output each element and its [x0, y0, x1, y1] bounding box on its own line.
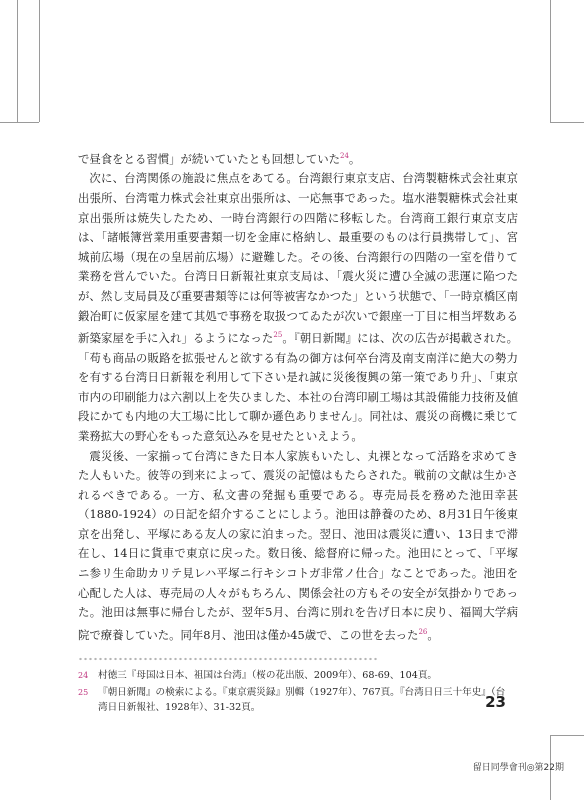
body-text	[78, 147, 518, 645]
journal-title: 留日同學會刊◎第22期	[472, 763, 564, 773]
crop-mark	[0, 122, 39, 123]
crop-mark	[550, 0, 551, 122]
crop-mark	[550, 122, 584, 123]
crop-mark	[39, 0, 40, 122]
crop-mark	[17, 0, 18, 122]
paragraph: で昼食をとる習慣」が続いていたとも回想していた$^{24}$。	[78, 151, 361, 166]
footnote-number: 25	[78, 688, 89, 697]
footnote-ref: 24	[340, 152, 349, 160]
footnote-text-continued: 湾日日新報社、1928年）、31-32頁。	[98, 702, 261, 713]
footnote-ref: 25	[273, 331, 283, 340]
crop-mark	[550, 735, 584, 736]
footnote-text: 『朝日新聞』の検索による。『東京震災録』別輯（1927年）、767頁。『台湾日日三十年史』（台	[98, 687, 506, 698]
footnote	[78, 668, 518, 683]
page-number: 23	[485, 693, 506, 711]
footnote-separator	[78, 656, 378, 662]
footnote-text: 村徳三『母国は日本、祖国は台湾』（桜の花出版、2009年）、68-69、104頁。	[98, 670, 438, 681]
paragraph: 次に、台湾関係の施設に焦点をあてる。台湾銀行東京支店、台湾製糖株式会社東京出張所、台湾電力株式会社東京出張所は、一応無事であった。塩水港製糖株式会社東京出張所は焼失したため、一時台湾銀行の四階に移転した。台湾商工銀行東京支店は、「諸帳簿営業用重要書類一切を金庫に格納し、最重要のものは行員携帯して」、宮城前広場（現在の皇居前広場）に避難した。その後、台湾銀行の四階の一室を借りて業務を営んでいた。台湾日日新報社東京支局は、「震火災に遭ひ全滅の悲運に陥つたが、然し支局員及び重要書類等には何等被害なかつた」という状態で、「一時京橋区南鍛冶町に仮家屋を建て其処で事務を取扱つてゐたが次いで銀座一丁目に相当坪数ある新築家屋を手に入れ」るようになった$^{25}$。『朝日新聞』には、次の広告が掲載された。「苟も商品の販路を拡張せんと欲する有為の御方は何卒台湾及南支南洋に絶大の勢力を有する台湾日日新報を利用して下さい是れ誠に災後復興の第一策であり升」、「東京市内の印刷能力は六割以上を失ひました、本社の台湾印刷工場は其設備能力技術及値段にかても内地の大工場に比して聊か遜色ありません」。同社は、震災の商機に乗じて業務拡大の野心をもった意気込みを見せたといえよう。	[78, 171, 518, 443]
footnote-ref: 26	[418, 627, 428, 636]
footnote	[78, 685, 518, 715]
paragraph: 震災後、一家揃って台湾にきた日本人家族もいたし、丸裸となって活路を求めてきた人もいた。彼等の到来によって、震災の記憶はもたらされた。戦前の文献は生かされるべきである。一方、私文書の発掘も重要である。専売局長を務めた池田幸甚（1880-1924）の日記を紹介することにしよう。池田は静養のため、8月31日午後東京を出発し、平塚にある友人の家に泊まった。翌日、池田は震災に遭い、13日まで滞在し、14日に貨車で東京に戻った。数日後、総督府に帰った。池田にとって、「平塚ニ参リ生命助カリテ見レハ平塚ニ行キシコトガ非常ノ仕合」なことであった。池田を心配した人は、専売局の人々がもちろん、関係会社の方もその安全が気掛かりであった。池田は無事に帰台したが、翌年5月、台湾に別れを告げ日本に戻り、福岡大学病院で療養していた。同年8月、池田は僅か45歳で、この世を去った$^{26}$。	[78, 448, 518, 642]
footnote-number: 24	[78, 671, 89, 680]
